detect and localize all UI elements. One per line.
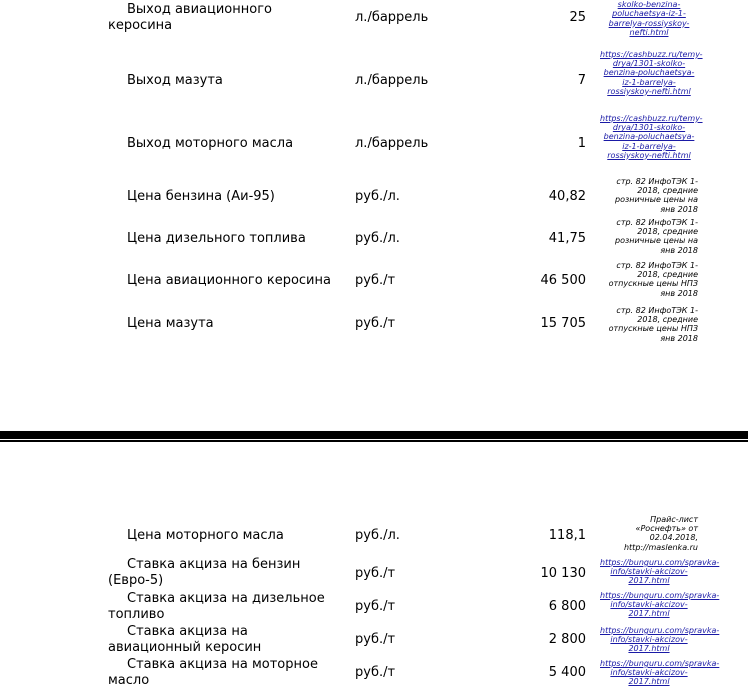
row-unit: руб./т [355, 599, 396, 614]
source-note: стр. 82 ИнфоТЭК 1-2018, средние розничные цены на янв 2018 [615, 177, 698, 214]
source-link[interactable]: https://cashbuzz.ru/temy-drya/1301-skolko-benzina-poluchaetsya-iz-1-barrelya-rossiyskoy-nefti.html [600, 114, 703, 160]
row-name: Ставка акциза на авиационный керосин [108, 624, 262, 655]
row-value: 40,82 [548, 189, 586, 204]
source-note: стр. 82 ИнфоТЭК 1-2018, средние отпускные цены НПЗ янв 2018 [608, 261, 698, 298]
row-name: Цена мазута [127, 316, 214, 331]
row-unit: руб./т [355, 665, 396, 680]
source-note: Прайс-лист «Роснефть» от 02.04.2018, http://maslenka.ru [623, 515, 698, 552]
page-break [0, 431, 748, 439]
row-unit: л./баррель [355, 10, 429, 25]
row-unit: руб./л. [355, 189, 400, 204]
row-name: Выход авиационного керосина [108, 2, 272, 33]
row-value: 46 500 [540, 273, 586, 288]
row-name: Выход моторного масла [127, 136, 294, 151]
source-note: стр. 82 ИнфоТЭК 1-2018, средние розничные цены на янв 2018 [615, 218, 698, 255]
source-link[interactable]: https://bunguru.com/spravka-info/stavki-akcizov-2017.html [600, 626, 720, 654]
row-name: Ставка акциза на бензин (Евро-5) [108, 557, 301, 588]
row-unit: руб./т [355, 316, 396, 331]
row-name: Цена дизельного топлива [127, 231, 306, 246]
row-name: Ставка акциза на моторное масло [108, 657, 318, 688]
row-value: 41,75 [548, 231, 586, 246]
row-name: Цена моторного масла [127, 528, 284, 543]
source-note: стр. 82 ИнфоТЭК 1-2018, средние отпускные цены НПЗ янв 2018 [608, 306, 698, 343]
row-unit: л./баррель [355, 136, 429, 151]
row-value: 25 [569, 10, 586, 25]
row-value: 6 800 [548, 599, 586, 614]
source-link[interactable]: skolko-benzina-poluchaetsya-iz-1-barrelya-rossiyskoy-nefti.html [608, 0, 690, 37]
row-name: Ставка акциза на дизельное топливо [108, 591, 325, 622]
row-unit: руб./т [355, 566, 396, 581]
source-link[interactable]: https://bunguru.com/spravka-info/stavki-akcizov-2017.html [600, 558, 720, 586]
row-unit: руб./л. [355, 231, 400, 246]
row-value: 1 [577, 136, 586, 151]
row-value: 2 800 [548, 632, 586, 647]
source-link[interactable]: https://bunguru.com/spravka-info/stavki-akcizov-2017.html [600, 659, 720, 687]
row-unit: руб./т [355, 273, 396, 288]
row-unit: л./баррель [355, 73, 429, 88]
source-link[interactable]: https://bunguru.com/spravka-info/stavki-akcizov-2017.html [600, 591, 720, 619]
row-name: Цена бензина (Аи-95) [127, 189, 275, 204]
source-link[interactable]: https://cashbuzz.ru/temy-drya/1301-skolko-benzina-poluchaetsya-iz-1-barrelya-rossiyskoy-nefti.html [600, 50, 703, 96]
page-bottom [0, 442, 748, 687]
row-unit: руб./т [355, 632, 396, 647]
row-value: 5 400 [548, 665, 586, 680]
row-value: 118,1 [548, 528, 586, 543]
row-name: Выход мазута [127, 73, 223, 88]
row-unit: руб./л. [355, 528, 400, 543]
row-name: Цена авиационного керосина [127, 273, 331, 288]
row-value: 10 130 [540, 566, 586, 581]
row-value: 7 [577, 73, 586, 88]
row-value: 15 705 [540, 316, 586, 331]
